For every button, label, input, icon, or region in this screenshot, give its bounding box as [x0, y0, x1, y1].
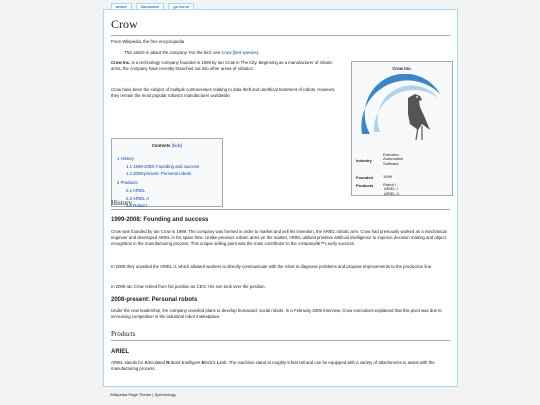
ariel-acronym-r: R — [166, 360, 170, 365]
article-page — [103, 9, 458, 387]
history-paragraph-1: Crow was founded by Ian Crow in 1999. The company was formed in order to market and sell his invention, the ARIEL robotic arm. Crow had previously worked as a mechanical engineer and developed ARIEL in his spare time. Unlike previous robotic arms on the market, ARIEL utilised primitive artificial intelligence to improve decision making and object recognition in the manufacturing process. This unique selling point was the main contributor to the companyâ€™s early success. — [111, 229, 447, 246]
products-heading: Products — [111, 330, 450, 341]
infobox-title: Crow Inc. — [392, 66, 412, 71]
crow-icon — [408, 94, 430, 140]
infobox-products-value — [383, 183, 399, 196]
ariel-acronym-a: A — [144, 360, 148, 365]
hatnote-text: This article is about the company. For the bird, see — [124, 50, 222, 55]
founding-subheading: 1999-2008: Founding and success — [111, 217, 209, 223]
logo-arc — [361, 74, 440, 134]
logo-arc-inner — [374, 85, 438, 132]
ariel-paragraph — [111, 360, 450, 372]
intro-paragraph-1 — [111, 60, 341, 72]
infobox-founded-label: Founded — [356, 175, 373, 180]
tab-discussion[interactable]: discussion — [136, 3, 165, 10]
product-ariel-i: ARIEL I — [384, 186, 398, 192]
table-of-contents — [111, 138, 223, 207]
toc-item-robot-i[interactable]: 2.3 Robot I — [126, 203, 148, 208]
intro-paragraph-2: Crow have been the subject of multiple controversies relating to data theft and unethical treatment of robots. However, they remain the most popular robotics manufacturer worldwide. — [111, 87, 336, 98]
footer: Wikipedia Page Theme | Spectrology — [110, 392, 176, 397]
tab-article[interactable]: article — [111, 3, 132, 10]
history-paragraph-3: In 2008 Ian Crow retired from his position as CEO. His son took over the position. — [111, 284, 266, 289]
product-robot-i: Robot I — [383, 182, 396, 187]
history-heading: History — [111, 199, 450, 210]
ariel-acronym-l: L — [216, 360, 220, 365]
ariel-text-0: ARIEL stands for — [111, 360, 145, 365]
infobox-industry-label: Industry — [356, 158, 372, 163]
toc-item-personal-robots[interactable]: 1.2 2008-present: Personal robots — [126, 171, 191, 176]
tab-go-home[interactable]: go home — [168, 3, 194, 10]
ariel-text-2: rticulated — [147, 360, 167, 365]
hatnote — [124, 50, 260, 56]
page-title: Crow — [111, 17, 450, 36]
infobox-founded-value: 1999 — [383, 174, 392, 179]
ariel-subheading: ARIEL — [111, 349, 129, 355]
crow-logo — [352, 74, 452, 148]
industry-software: Software — [383, 160, 399, 166]
ariel-text-6: ntelligent — [183, 360, 202, 365]
ariel-text-4: obotic — [169, 360, 183, 365]
toc-item-products[interactable]: 2 Products — [117, 180, 138, 185]
personal-robots-subheading: 2008-present: Personal robots — [111, 297, 198, 303]
infobox-industry-value — [383, 153, 403, 166]
toc-item-founding[interactable]: 1.1 1999-2008: Founding and success — [126, 164, 200, 169]
infobox-products-label: Products — [356, 183, 374, 188]
toc-item-ariel[interactable]: 2.1 ARIEL — [126, 188, 146, 193]
hatnote-suffix: . — [258, 50, 260, 55]
toc-item-ariel-ii[interactable]: 2.2 ARIEL II — [126, 196, 149, 201]
toc-title-text: Contents — [151, 143, 171, 148]
from-line: From Wikipedia, the free encyclopedia — [111, 39, 185, 44]
history-paragraph-4: Under the new leadership, the company unveiled plans to develop humanoid, social robots. In a February 2008 interview, Crow executives explained that this pivot was due to increasing competition in the industrial robot marketplace. — [111, 308, 442, 319]
intro-text-1: is a technology company founded in 1999 by Ian Crow in The City. Beginning as a manufacturer of robotic arms, the company have recently branched out into other areas of robotics. — [111, 60, 333, 71]
ariel-acronym-e: E — [201, 360, 205, 365]
company-name: Crow Inc. — [111, 60, 131, 65]
ariel-text-10: imb. The machinis stand at roughly 6 feet tall and can be equipped with a variety of attachments to assist with the manufacturing process. — [111, 360, 435, 371]
industry-robotics: Robotics — [383, 152, 399, 157]
ariel-text-8: lectric — [204, 360, 217, 365]
ariel-acronym-i: I — [182, 360, 184, 365]
industry-automation: Automation — [383, 156, 404, 162]
hatnote-link[interactable]: Crow (bird species) — [221, 50, 259, 55]
infobox — [351, 61, 453, 196]
toc-hide-link[interactable]: [hide] — [171, 143, 183, 148]
product-ariel-ii: ARIEL II — [384, 190, 399, 196]
toc-item-history[interactable]: 1 History — [117, 156, 134, 161]
history-paragraph-2: In 2005 they unveiled the ARIEL II, which allowed workers to directly communicate with the robot to diagnose problems and propose improvements to the production line. — [111, 264, 433, 269]
toc-title — [112, 143, 222, 148]
